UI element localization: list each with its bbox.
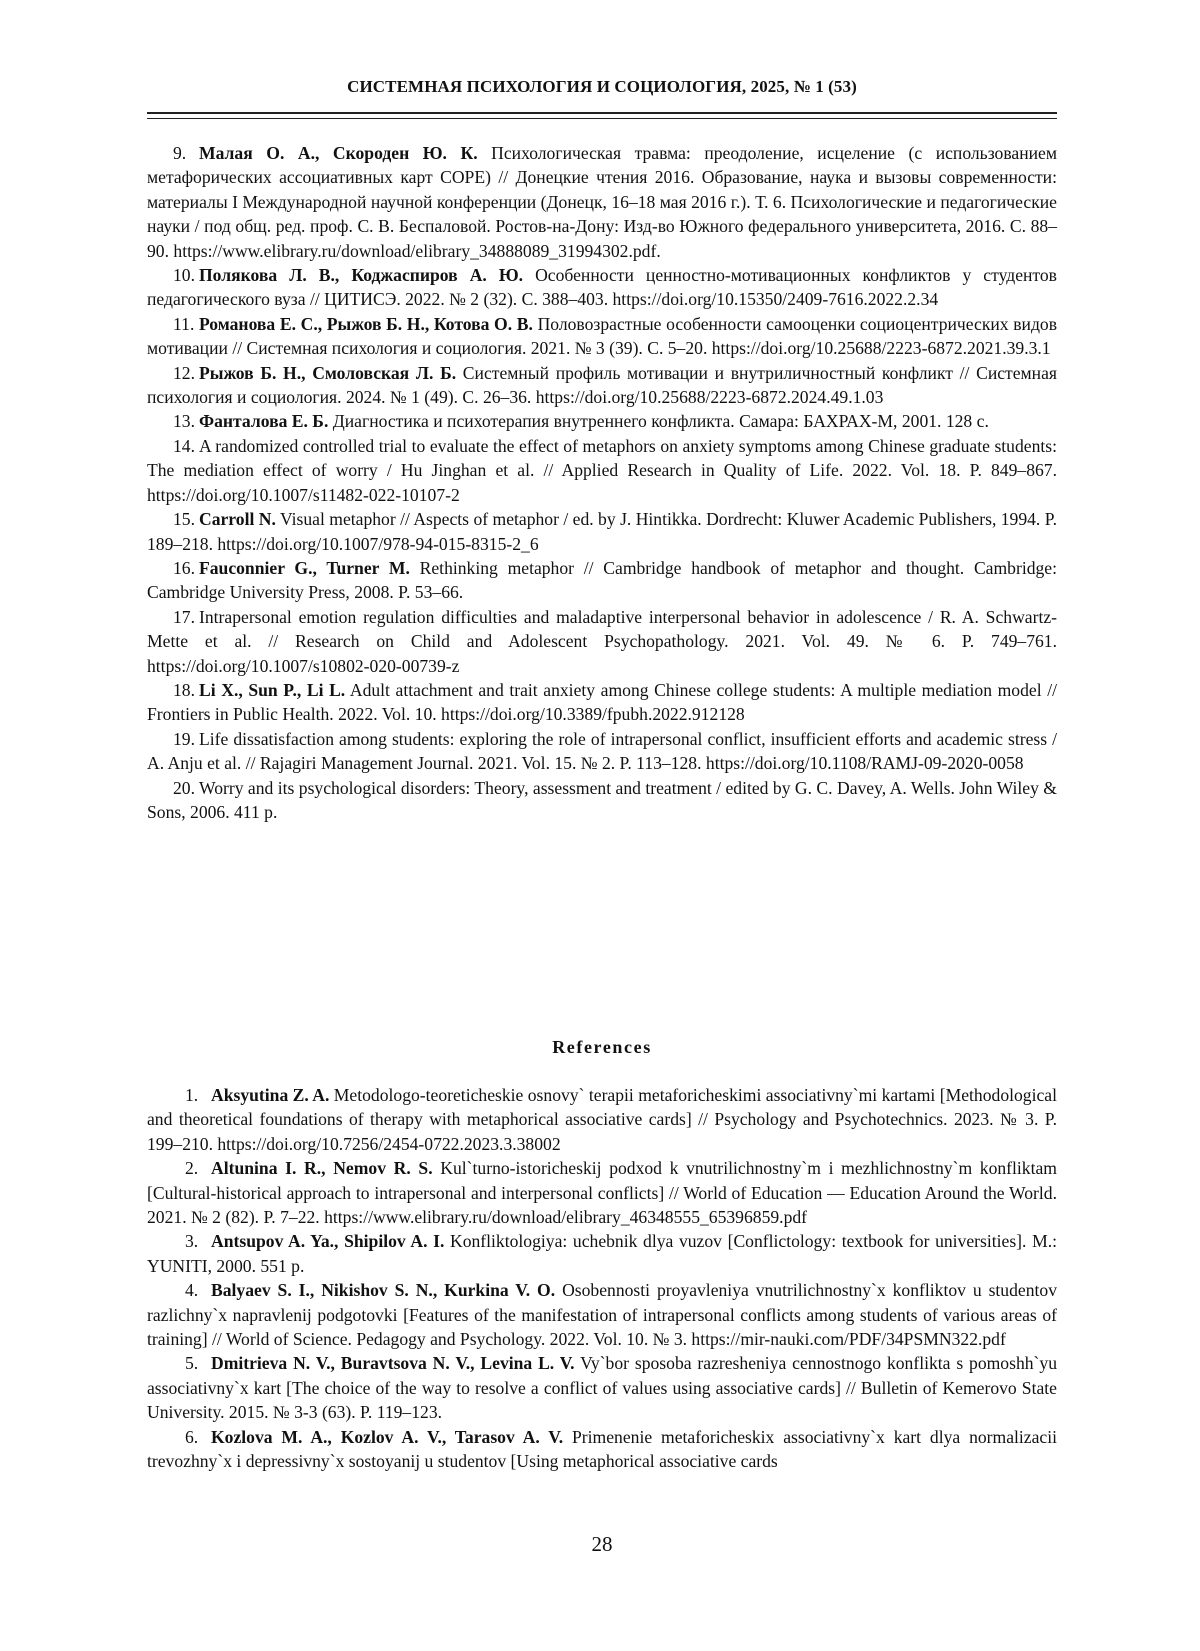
reference-text: Visual metaphor // Aspects of metaphor / ed. by J. Hintikka. Dordrecht: Kluwer Academic Publishers, 1994. P. 189–218. https://doi.org/10.1007/978-94-015-8315-2_6 xyxy=(147,509,1057,554)
reference-authors: Fauconnier G., Turner M. xyxy=(199,557,410,578)
reference-text: Особенности ценностно-мотивационных конфликтов у студентов педагогического вуза // ЦИТИСЭ. 2022. № 2 (32). С. 388–403. https://doi.org/10.15350/2409-7616.2022.2.34 xyxy=(147,265,1057,310)
reference-item xyxy=(147,678,1057,727)
reference-authors: Aksyutina Z. A. xyxy=(211,1085,330,1105)
reference-item xyxy=(147,263,1057,312)
reference-authors: Малая О. А., Скороден Ю. К. xyxy=(199,143,478,163)
reference-text: Kul`turno-istoricheskij podxod k vnutrilichnostny`m i mezhlichnostny`m konfliktam [Cultural-historical approach to intrapersonal and interpersonal conflicts] // World of Education — Education Around the World. 2021. № 2 (82). P. 7–22. https://www.elibrary.ru/download/elibrary_46348555_65396859.pdf xyxy=(147,1158,1057,1228)
reference-item xyxy=(147,434,1057,507)
reference-number: 13. xyxy=(173,411,195,432)
reference-item xyxy=(147,556,1057,605)
reference-authors: Balyaev S. I., Nikishov S. N., Kurkina V. O. xyxy=(211,1280,556,1301)
reference-item xyxy=(147,507,1057,556)
reference-text: Intrapersonal emotion regulation difficulties and maladaptive interpersonal behavior in adolescence / R. A. Schwartz-Mette et al. // Research on Child and Adolescent Psychopathology. 2021. Vol. 49. № 6. P. 749–761. https://doi.org/10.1007/s10802-020-00739-z xyxy=(147,606,1057,676)
reference-authors: Полякова Л. В., Коджаспиров А. Ю. xyxy=(199,265,524,286)
reference-number: 18. xyxy=(173,679,195,700)
reference-text: Психологическая травма: преодоление, исцеление (с использованием метафорических ассоциативных карт COPE) // Донецкие чтения 2016. Образование, наука и вызовы современности: материалы I Международной научной конференции (Донецк, 16–18 мая 2016 г.). Т. 6. Психологические и педагогические науки / под общ. ред. проф. С. В. Беспаловой. Ростов-на-Дону: Изд-во Южного федерального университета, 2016. С. 88–90. https://www.elibrary.ru/download/elibrary_34888089_31994302.pdf. xyxy=(147,143,1058,261)
reference-item xyxy=(147,605,1057,678)
reference-number: 20. xyxy=(173,777,195,798)
reference-text: Rethinking metaphor // Cambridge handbook of metaphor and thought. Cambridge: Cambridge University Press, 2008. P. 53–66. xyxy=(147,557,1058,603)
reference-item xyxy=(147,1351,1057,1424)
page-number: 28 xyxy=(591,1532,613,1556)
reference-authors: Dmitrieva N. V., Buravtsova N. V., Levina L. V. xyxy=(211,1353,575,1374)
reference-number: 5. xyxy=(185,1353,199,1374)
reference-item xyxy=(147,312,1057,361)
reference-item xyxy=(147,1229,1057,1278)
reference-item xyxy=(147,727,1057,776)
reference-number: 11. xyxy=(173,313,195,334)
reference-number: 3. xyxy=(185,1231,199,1252)
reference-item xyxy=(147,1278,1057,1351)
reference-item xyxy=(147,1156,1057,1229)
reference-text: Vy`bor sposoba razresheniya cennostnogo konflikta s pomoshh`yu associativny`x kart [The choice of the way to resolve a conflict of values using associative cards] // Bulletin of Kemerovo State University. 2015. № 3-3 (63). P. 119–123. xyxy=(147,1353,1057,1423)
reference-item xyxy=(147,776,1057,825)
reference-number: 16. xyxy=(173,557,195,578)
reference-number: 10. xyxy=(173,265,195,286)
reference-number: 9. xyxy=(173,143,187,163)
running-header: СИСТЕМНАЯ ПСИХОЛОГИЯ И СОЦИОЛОГИЯ, 2025, № 1 (53) xyxy=(347,77,857,96)
reference-text: Osobennosti proyavleniya vnutrilichnostny`x konfliktov u studentov razlichny`x napravlenij podgotovki [Features of the manifestation of intrapersonal conflicts among students of various areas of training] // World of Science. Pedagogy and Psychology. 2022. Vol. 10. № 3. https://mir-nauki.com/PDF/34PSMN322.pdf xyxy=(147,1280,1057,1350)
reference-number: 6. xyxy=(185,1426,199,1447)
reference-authors: Carroll N. xyxy=(199,509,276,530)
reference-number: 4. xyxy=(185,1280,199,1301)
reference-authors: Рыжов Б. Н., Смоловская Л. Б. xyxy=(199,362,457,383)
reference-number: 14. xyxy=(173,435,195,456)
header-rule-thick xyxy=(147,112,1057,114)
reference-number: 17. xyxy=(173,606,195,627)
reference-text: Konfliktologiya: uchebnik dlya vuzov [Conflictology: textbook for universities]. M.: YUNITI, 2000. 551 p. xyxy=(147,1231,1057,1276)
reference-number: 1. xyxy=(185,1085,199,1105)
reference-number: 2. xyxy=(185,1158,199,1179)
reference-text: Worry and its psychological disorders: Theory, assessment and treatment / edited by G. C. Davey, A. Wells. John Wiley & Sons, 2006. 411 p. xyxy=(147,777,1057,822)
russian-reference-list xyxy=(147,141,1057,824)
reference-text: Системный профиль мотивации и внутриличностный конфликт // Системная психология и социология. 2024. № 1 (49). С. 26–36. https://doi.org/10.25688/2223-6872.2024.49.1.03 xyxy=(147,362,1057,408)
reference-number: 15. xyxy=(173,509,195,530)
reference-text: Диагностика и психотерапия внутреннего конфликта. Самара: БАХРАХ-М, 2001. 128 с. xyxy=(332,411,989,432)
reference-item xyxy=(147,361,1057,410)
reference-authors: Antsupov A. Ya., Shipilov A. I. xyxy=(211,1231,445,1252)
reference-item xyxy=(147,409,1057,433)
reference-text: Primenenie metaforicheskix associativny`x kart dlya normalizacii trevozhny`x i depressivny`x sostoyanij u studentov [Using metaphorical associative cards xyxy=(147,1426,1057,1472)
references-heading: References xyxy=(552,1037,652,1057)
reference-authors: Романова Е. С., Рыжов Б. Н., Котова О. В. xyxy=(199,313,533,334)
reference-text: Половозрастные особенности самооценки социоцентрических видов мотивации // Системная психология и социология. 2021. № 3 (39). С. 5–20. https://doi.org/10.25688/2223-6872.2021.39.3.1 xyxy=(147,313,1058,359)
reference-item xyxy=(147,1083,1057,1156)
reference-number: 19. xyxy=(173,728,195,749)
reference-authors: Li X., Sun P., Li L. xyxy=(199,679,346,700)
reference-text: Metodologo-teoreticheskie osnovy` terapii metaforicheskimi associativny`mi kartami [Methodological and theoretical foundations of therapy with metaphorical associative cards] // Psychology and Psychotechnics. 2023. № 3. P. 199–210. https://doi.org/10.7256/2454-0722.2023.3.38002 xyxy=(147,1085,1057,1154)
reference-authors: Фанталова Е. Б. xyxy=(199,411,329,432)
reference-authors: Kozlova M. A., Kozlov A. V., Tarasov A. V. xyxy=(211,1426,564,1447)
english-reference-list xyxy=(147,1083,1057,1474)
reference-text: Adult attachment and trait anxiety among Chinese college students: A multiple mediation model // Frontiers in Public Health. 2022. Vol. 10. https://doi.org/10.3389/fpubh.2022.912128 xyxy=(147,679,1057,725)
reference-item xyxy=(147,141,1057,263)
reference-number: 12. xyxy=(173,362,195,383)
header-rule-thin xyxy=(147,118,1057,119)
reference-text: A randomized controlled trial to evaluate the effect of metaphors on anxiety symptoms among Chinese graduate students: The mediation effect of worry / Hu Jinghan et al. // Applied Research in Quality of Life. 2022. Vol. 18. P. 849–867. https://doi.org/10.1007/s11482-022-10107-2 xyxy=(147,435,1057,505)
reference-item xyxy=(147,1425,1057,1474)
reference-text: Life dissatisfaction among students: exploring the role of intrapersonal conflict, insufficient efforts and academic stress / A. Anju et al. // Rajagiri Management Journal. 2021. Vol. 15. № 2. P. 113–128. https://doi.org/10.1108/RAMJ-09-2020-0058 xyxy=(147,728,1057,774)
reference-authors: Altunina I. R., Nemov R. S. xyxy=(211,1158,433,1179)
